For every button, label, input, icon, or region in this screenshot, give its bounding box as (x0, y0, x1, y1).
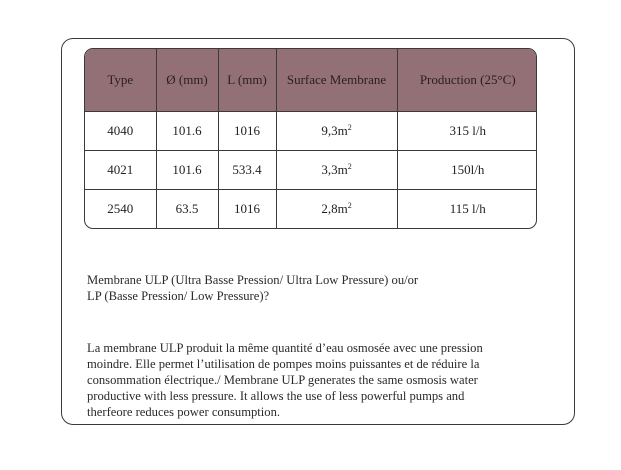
surface-exponent: 2 (347, 201, 352, 210)
header-surface-membrane: Surface Membrane (276, 49, 397, 112)
cell-type: 2540 (85, 190, 156, 229)
surface-value: 3,3m (321, 162, 348, 177)
description-line: consommation électrique./ Membrane ULP generates the same osmosis water (87, 373, 478, 387)
description-line: therfeore reduces power consumption. (87, 405, 281, 419)
surface-exponent: 2 (347, 123, 352, 132)
cell-type: 4040 (85, 112, 156, 151)
header-diameter: Ø (mm) (156, 49, 218, 112)
cell-length: 533.4 (218, 151, 276, 190)
membrane-description (87, 340, 557, 420)
description-line: moindre. Elle permet l’utilisation de pompes moins puissantes et de réduire la (87, 357, 480, 371)
cell-diameter: 101.6 (156, 151, 218, 190)
membrane-type-question (87, 272, 557, 304)
question-line: Membrane ULP (Ultra Basse Pression/ Ultra Low Pressure) ou/or (87, 273, 419, 287)
cell-diameter: 101.6 (156, 112, 218, 151)
surface-value: 2,8m (321, 201, 348, 216)
membrane-spec-table (84, 48, 537, 229)
header-type: Type (85, 49, 156, 112)
surface-exponent: 2 (347, 162, 352, 171)
table-row (85, 151, 537, 190)
cell-diameter: 63.5 (156, 190, 218, 229)
cell-surface (276, 151, 397, 190)
table-header-row (85, 49, 537, 112)
question-line: LP (Basse Pression/ Low Pressure)? (87, 289, 270, 303)
cell-production: 315 l/h (397, 112, 537, 151)
cell-production: 150l/h (397, 151, 537, 190)
cell-production: 115 l/h (397, 190, 537, 229)
header-production: Production (25°C) (397, 49, 537, 112)
surface-value: 9,3m (321, 123, 348, 138)
table-row (85, 190, 537, 229)
description-line: La membrane ULP produit la même quantité d’eau osmosée avec une pression (87, 341, 483, 355)
cell-surface (276, 112, 397, 151)
header-length: L (mm) (218, 49, 276, 112)
cell-length: 1016 (218, 112, 276, 151)
cell-type: 4021 (85, 151, 156, 190)
cell-length: 1016 (218, 190, 276, 229)
table-row (85, 112, 537, 151)
description-line: productive with less pressure. It allows the use of less powerful pumps and (87, 389, 465, 403)
cell-surface (276, 190, 397, 229)
